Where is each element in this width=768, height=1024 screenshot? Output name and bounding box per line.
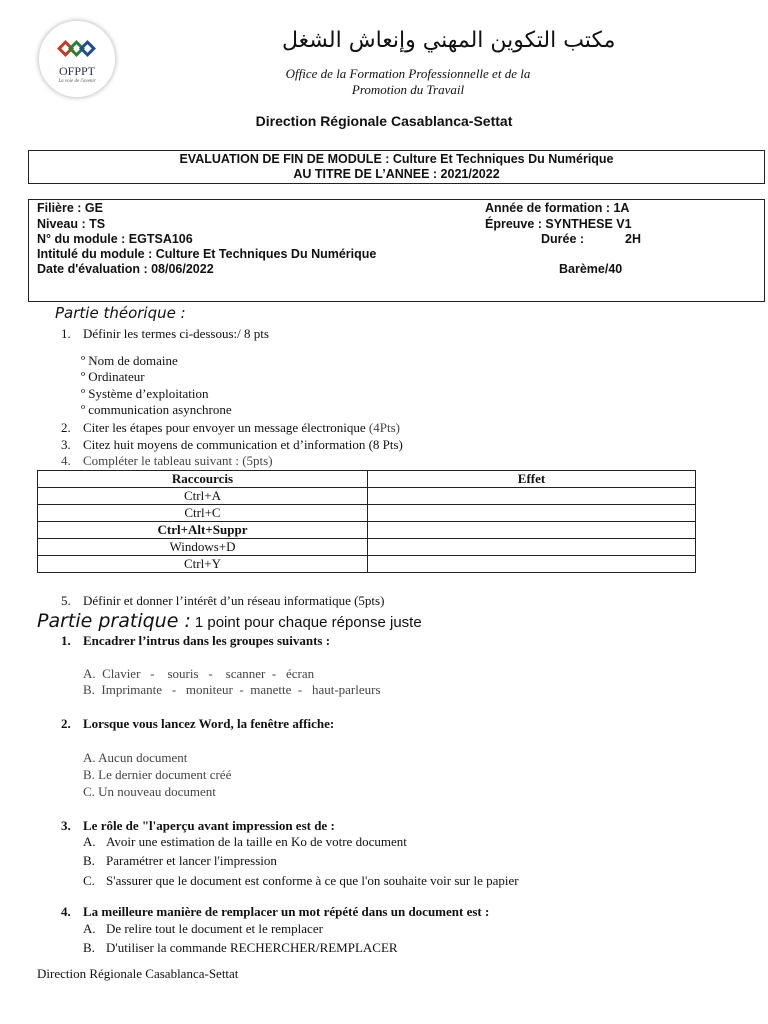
shortcut-cell: Ctrl+Alt+Suppr xyxy=(38,522,368,539)
practice-heading-line xyxy=(37,610,422,632)
practice-question-1: Encadrer l’intrus dans les groupes suivants : xyxy=(83,633,331,648)
ofppt-logo xyxy=(38,20,116,98)
group-b-label: B. xyxy=(83,682,95,697)
group-b-item[interactable]: moniteur xyxy=(185,682,233,697)
practice-question-4: La meilleure manière de remplacer un mot répété dans un document est : xyxy=(83,904,490,919)
practice-number-3: 3. xyxy=(61,818,71,833)
table-row xyxy=(38,488,696,505)
answer-option[interactable]: A. Aucun document xyxy=(83,750,188,765)
group-a-item[interactable]: souris xyxy=(167,666,199,681)
effect-cell[interactable] xyxy=(368,539,696,556)
niveau: Niveau : TS xyxy=(37,217,106,231)
term-item: º Système d’exploitation xyxy=(81,386,209,401)
logo-tagline: La voie de l'avenir xyxy=(58,79,96,84)
practice-number-2: 2. xyxy=(61,716,71,731)
direction-title: Direction Régionale Casablanca-Settat xyxy=(255,113,513,129)
shortcut-cell: Windows+D xyxy=(38,539,368,556)
group-b-item[interactable]: manette xyxy=(250,682,292,697)
answer-option[interactable]: Paramétrer et lancer l'impression xyxy=(106,853,277,868)
term-item: º Nom de domaine xyxy=(81,353,178,368)
option-letter: B. xyxy=(83,940,95,955)
effect-cell[interactable] xyxy=(368,556,696,573)
practice-question-3: Le rôle de "l'aperçu avant impression est de : xyxy=(83,818,335,833)
theory-question-5: Définir et donner l’intérêt d’un réseau informatique (5pts) xyxy=(83,593,385,608)
table-row xyxy=(38,522,696,539)
header-effect: Effet xyxy=(368,471,696,488)
question-2-text: Citer les étapes pour envoyer un message électronique xyxy=(83,420,366,435)
training-year: Année de formation : 1A xyxy=(485,201,630,215)
term-item: º communication asynchrone xyxy=(81,402,232,417)
answer-option[interactable]: Avoir une estimation de la taille en Ko de votre document xyxy=(106,834,407,849)
filiere: Filière : GE xyxy=(37,201,103,215)
answer-option[interactable]: C. Un nouveau document xyxy=(83,784,216,799)
group-a-item[interactable]: scanner xyxy=(225,666,266,681)
module-number: N° du module : EGTSA106 xyxy=(37,232,193,246)
exam-title-line-2: AU TITRE DE L’ANNEE : 2021/2022 xyxy=(293,167,500,181)
practice-question-2: Lorsque vous lancez Word, la fenêtre affiche: xyxy=(83,716,335,731)
theory-question-1: Définir les termes ci-dessous:/ 8 pts xyxy=(83,326,269,341)
office-line-1: Office de la Formation Professionnelle et de la xyxy=(285,66,531,81)
module-title: Intitulé du module : Culture Et Techniques Du Numérique xyxy=(37,247,377,261)
practice-number-4: 4. xyxy=(61,904,71,919)
intruder-group-a: A. Clavier - souris - scanner - écran xyxy=(83,666,315,681)
term-item: º Ordinateur xyxy=(81,369,145,384)
table-header-row xyxy=(38,471,696,488)
effect-cell[interactable] xyxy=(368,522,696,539)
logo-text: OFPPT xyxy=(58,64,96,78)
shortcut-cell: Ctrl+C xyxy=(38,505,368,522)
evaluation-date: Date d'évaluation : 08/06/2022 xyxy=(37,262,214,276)
question-number-3: 3. xyxy=(61,437,71,452)
shortcuts-table xyxy=(37,470,696,573)
question-number-4: 4. xyxy=(61,453,71,468)
practice-number-1: 1. xyxy=(61,633,71,648)
theory-question-4: Compléter le tableau suivant : (5pts) xyxy=(83,453,273,468)
grading-scale: Barème/40 xyxy=(559,262,623,276)
exam-info-box xyxy=(28,199,765,302)
answer-option[interactable]: B. Le dernier document créé xyxy=(83,767,232,782)
theory-heading: Partie théorique : xyxy=(55,304,186,322)
question-number-5: 5. xyxy=(61,593,71,608)
group-a-item[interactable]: écran xyxy=(285,666,315,681)
theory-question-3: Citez huit moyens de communication et d’information (8 Pts) xyxy=(83,437,403,452)
question-number-1: 1. xyxy=(61,326,71,341)
answer-option[interactable]: De relire tout le document et le remplacer xyxy=(106,921,323,936)
practice-heading: Partie pratique : xyxy=(37,610,191,632)
question-2-points: (4Pts) xyxy=(368,420,400,435)
option-letter: A. xyxy=(83,834,96,849)
logo-emblem-icon xyxy=(39,27,115,67)
group-b-item[interactable]: Imprimante xyxy=(101,682,163,697)
theory-question-2 xyxy=(83,420,400,436)
shortcut-cell: Ctrl+A xyxy=(38,488,368,505)
intruder-group-b: B. Imprimante - moniteur - manette - haut-parleurs xyxy=(83,682,381,697)
answer-option[interactable]: S'assurer que le document est conforme à ce que l'on souhaite voir sur le papier xyxy=(106,873,519,888)
table-row xyxy=(38,539,696,556)
office-line-2: Promotion du Travail xyxy=(351,82,465,97)
effect-cell[interactable] xyxy=(368,505,696,522)
option-letter: C. xyxy=(83,873,95,888)
option-letter: A. xyxy=(83,921,96,936)
footer: Direction Régionale Casablanca-Settat xyxy=(37,966,239,981)
effect-cell[interactable] xyxy=(368,488,696,505)
shortcut-cell: Ctrl+Y xyxy=(38,556,368,573)
group-a-item[interactable]: Clavier xyxy=(102,666,141,681)
option-letter: B. xyxy=(83,853,95,868)
arabic-title: مكتب التكوين المهني وإنعاش الشغل xyxy=(282,28,616,53)
header-shortcuts: Raccourcis xyxy=(38,471,368,488)
office-name xyxy=(258,66,558,98)
table-row xyxy=(38,505,696,522)
exam-type: Épreuve : SYNTHESE V1 xyxy=(485,217,632,231)
duration-label: Durée : xyxy=(541,232,585,246)
group-a-label: A. xyxy=(83,666,96,681)
table-row xyxy=(38,556,696,573)
duration-value: 2H xyxy=(625,232,641,246)
practice-subheading: 1 point pour chaque réponse juste xyxy=(194,614,422,631)
answer-option[interactable]: D'utiliser la commande RECHERCHER/REMPLACER xyxy=(106,940,398,955)
group-b-item[interactable]: haut-parleurs xyxy=(311,682,381,697)
exam-title-box xyxy=(28,150,765,184)
exam-title-line-1: EVALUATION DE FIN DE MODULE : Culture Et Techniques Du Numérique xyxy=(179,152,614,166)
question-number-2: 2. xyxy=(61,420,71,435)
